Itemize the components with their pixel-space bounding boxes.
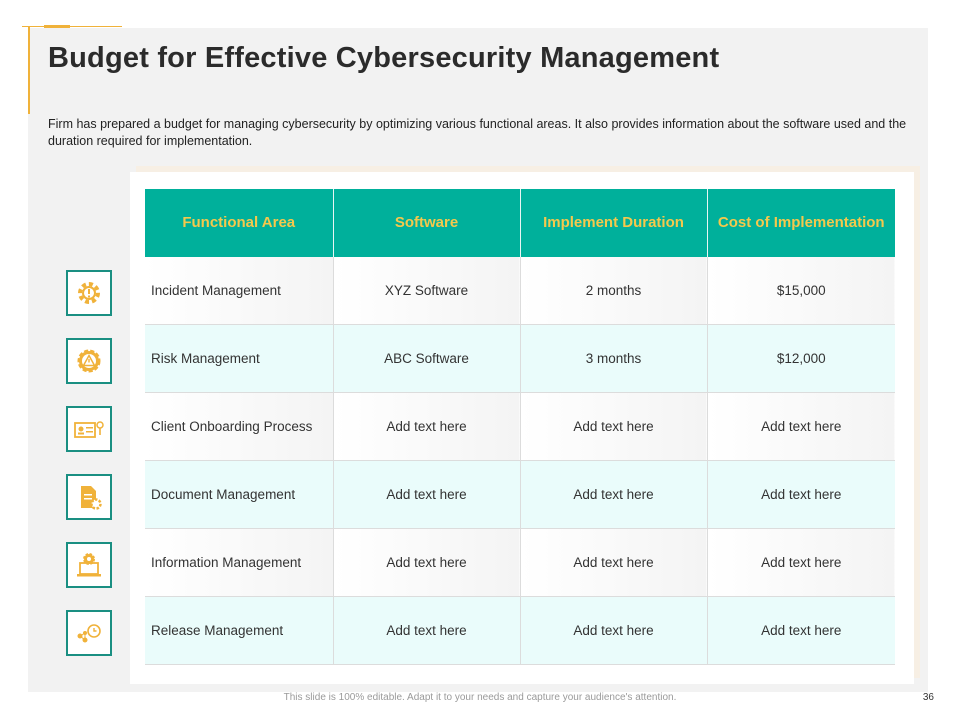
cell-software: Add text here [333,461,520,529]
page-subtitle: Firm has prepared a budget for managing cybersecurity by optimizing various functional areas. It also provides information about the software used and the duration required for implementation. [48,117,907,148]
cell-functional-area: Release Management [145,597,333,665]
cell-cost: $12,000 [707,325,895,393]
cell-duration: Add text here [520,597,707,665]
header-functional-area: Functional Area [145,189,333,257]
accent-dash [44,25,70,28]
cell-functional-area: Incident Management [145,257,333,325]
cell-duration: Add text here [520,393,707,461]
table-row [145,325,895,393]
cell-duration: Add text here [520,529,707,597]
cell-functional-area: Client Onboarding Process [145,393,333,461]
cell-software: Add text here [333,393,520,461]
cell-cost: Add text here [707,461,895,529]
budget-table [145,189,895,665]
table-row [145,461,895,529]
cell-software: XYZ Software [333,257,520,325]
cell-functional-area: Document Management [145,461,333,529]
cell-cost: $15,000 [707,257,895,325]
header-cost: Cost of Implementation [707,189,895,257]
table-row [145,597,895,665]
table-header-row [145,189,895,257]
cell-functional-area: Information Management [145,529,333,597]
cell-software: ABC Software [333,325,520,393]
cell-cost: Add text here [707,597,895,665]
cell-cost: Add text here [707,393,895,461]
header-implement-duration: Implement Duration [520,189,707,257]
cell-duration: 3 months [520,325,707,393]
cell-cost: Add text here [707,529,895,597]
accent-line-vertical [28,26,30,114]
cell-software: Add text here [333,597,520,665]
footer-note: This slide is 100% editable. Adapt it to your needs and capture your audience's attention. [283,692,677,703]
page-number: 36 [922,692,934,703]
accent-line-horizontal [22,26,122,27]
client-id-card-icon [66,406,112,452]
table-row [145,393,895,461]
risk-warning-gear-icon [66,338,112,384]
cell-duration: 2 months [520,257,707,325]
table-row [145,257,895,325]
incident-gear-icon [66,270,112,316]
document-gear-icon [66,474,112,520]
release-process-icon [66,610,112,656]
cell-duration: Add text here [520,461,707,529]
page-title: Budget for Effective Cybersecurity Management [48,42,720,74]
cell-functional-area: Risk Management [145,325,333,393]
laptop-gear-icon [66,542,112,588]
cell-software: Add text here [333,529,520,597]
header-software: Software [333,189,520,257]
table-row [145,529,895,597]
